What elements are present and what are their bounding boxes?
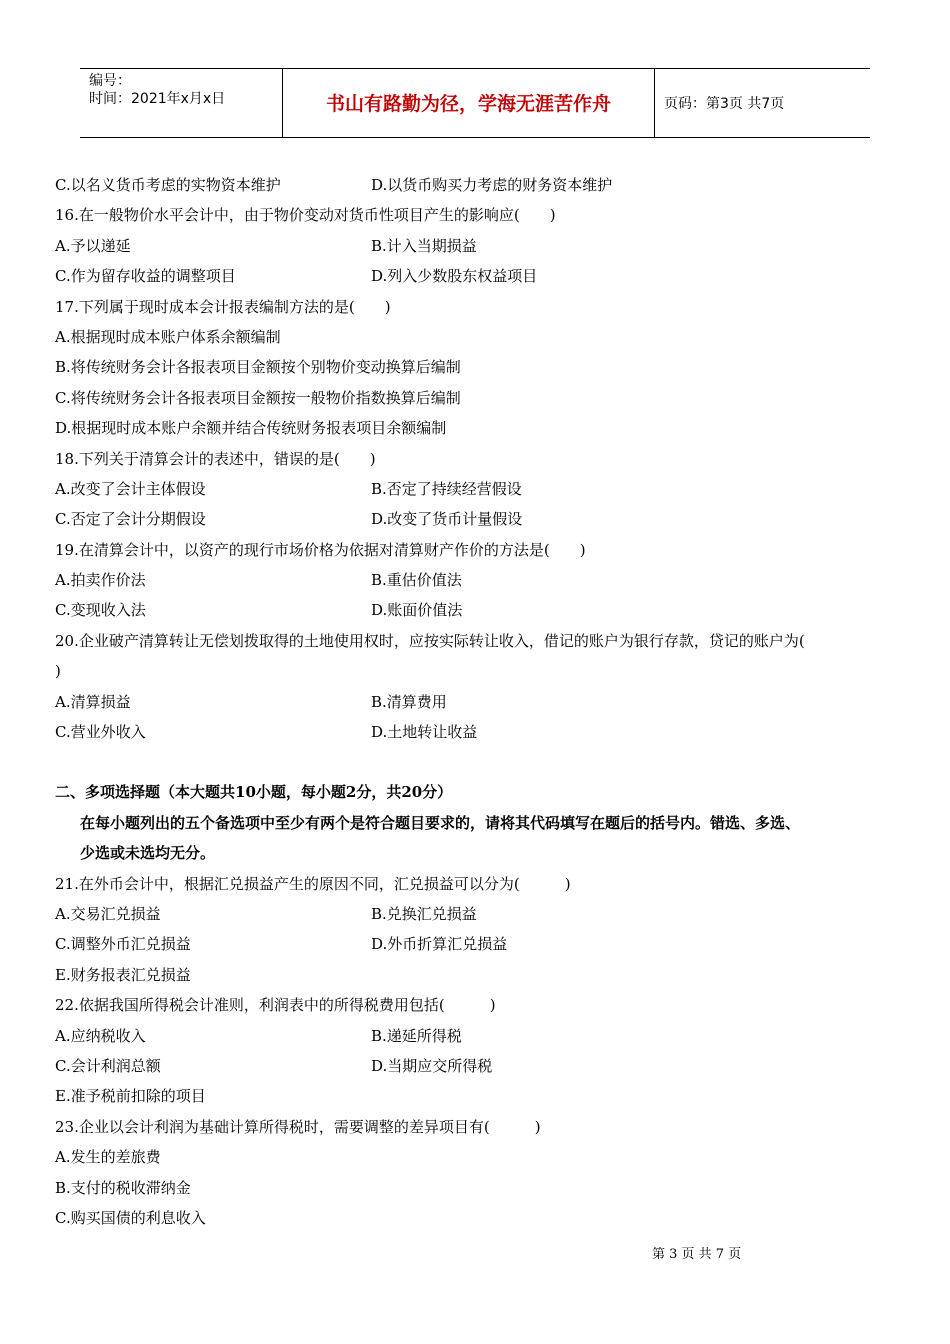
question-21-option-e: E.财务报表汇兑损益 xyxy=(55,965,191,984)
date-label: 时间：2021年x月x日 xyxy=(89,91,226,107)
page-footer: 第 3 页 共 7 页 xyxy=(652,1247,742,1262)
exam-content xyxy=(55,170,895,1233)
option-c: C.变现收入法 xyxy=(55,601,146,620)
question-17-option-b: B.将传统财务会计各报表项目金额按个别物价变动换算后编制 xyxy=(55,358,461,377)
option-a: A.清算损益 xyxy=(55,692,131,711)
option-a: A.交易汇兑损益 xyxy=(55,904,161,923)
section-2-title: 二、多项选择题（本大题共10小题，每小题2分，共20分） xyxy=(55,783,453,802)
question-19-stem: 19.在清算会计中，以资产的现行市场价格为依据对清算财产作价的方法是( ) xyxy=(55,540,586,559)
option-d: D.账面价值法 xyxy=(371,601,463,620)
question-19-options-cd xyxy=(55,595,895,625)
question-17-stem: 17.下列属于现时成本会计报表编制方法的是( ) xyxy=(55,297,391,316)
question-17-option-a: A.根据现时成本账户体系余额编制 xyxy=(55,327,281,346)
question-21-options-cd xyxy=(55,929,895,959)
option-c: C.作为留存收益的调整项目 xyxy=(55,267,236,286)
option-c: C.以名义货币考虑的实物资本维护 xyxy=(55,176,281,194)
emphasized-word: · · 错误 xyxy=(274,444,304,474)
option-b: B.计入当期损益 xyxy=(371,236,477,255)
question-22-options-cd xyxy=(55,1051,895,1081)
question-22-stem: 22.依据我国所得税会计准则，利润表中的所得税费用包括( ) xyxy=(55,996,496,1015)
option-a: A.拍卖作价法 xyxy=(55,571,146,590)
question-16-options-cd xyxy=(55,261,895,291)
question-22-options-ab xyxy=(55,1021,895,1051)
question-23-option-c: C.购买国债的利息收入 xyxy=(55,1208,206,1227)
header-right-cell xyxy=(655,69,870,137)
option-d: D.土地转让收益 xyxy=(371,723,478,742)
question-19-options-ab xyxy=(55,565,895,595)
question-16-stem: 16.在一般物价水平会计中，由于物价变动对货币性项目产生的影响应( ) xyxy=(55,206,556,225)
serial-label: 编号： xyxy=(89,73,131,89)
page-header xyxy=(80,68,870,138)
option-b: B.递延所得税 xyxy=(371,1026,462,1045)
option-c: C.会计利润总额 xyxy=(55,1056,161,1075)
section-spacer xyxy=(55,747,895,777)
option-d: D.列入少数股东权益项目 xyxy=(371,267,538,286)
option-a: A.予以递延 xyxy=(55,236,131,255)
question-21-stem: 21.在外币会计中，根据汇兑损益产生的原因不同，汇兑损益可以分为( ) xyxy=(55,874,571,893)
question-21-options-ab xyxy=(55,899,895,929)
question-16-options-ab xyxy=(55,231,895,261)
option-a: A.改变了会计主体假设 xyxy=(55,479,206,498)
option-b: B.重估价值法 xyxy=(371,571,462,590)
question-20-options-ab xyxy=(55,687,895,717)
question-17-option-c: C.将传统财务会计各报表项目金额按一般物价指数换算后编制 xyxy=(55,388,461,407)
header-left-cell xyxy=(80,69,283,137)
question-15-options-cd xyxy=(55,170,895,200)
page-info: 页码：第3页 共7页 xyxy=(664,96,785,112)
question-23-option-b: B.支付的税收滞纳金 xyxy=(55,1178,191,1197)
option-c: C.营业外收入 xyxy=(55,723,146,742)
option-a: A.应纳税收入 xyxy=(55,1026,146,1045)
option-c: C.否定了会计分期假设 xyxy=(55,510,206,529)
question-18-stem-pre: 18.下列关于清算会计的表述中， xyxy=(55,449,274,468)
question-22-option-e: E.准予税前扣除的项目 xyxy=(55,1087,206,1106)
question-23-stem: 23.企业以会计利润为基础计算所得税时，需要调整的差异项目有( ) xyxy=(55,1117,541,1136)
question-18-options-cd xyxy=(55,504,895,534)
option-c: C.调整外币汇兑损益 xyxy=(55,935,191,954)
question-20-stem-cont: ) xyxy=(55,662,61,681)
option-d: D.以货币购买力考虑的财务资本维护 xyxy=(371,176,613,194)
header-middle-cell xyxy=(283,69,655,137)
option-d: D.当期应交所得税 xyxy=(371,1056,493,1075)
question-23-option-a: A.发生的差旅费 xyxy=(55,1148,161,1167)
question-18-stem-post: 的是( ) xyxy=(303,449,376,468)
question-20-stem: 20.企业破产清算转让无偿划拨取得的土地使用权时，应按实际转让收入，借记的账户为银行存款，贷记的账户为( xyxy=(55,631,805,650)
question-17-option-d: D.根据现时成本账户余额并结合传统财务报表项目余额编制 xyxy=(55,419,447,438)
section-2-instructions-line-2: 少选或未选均无分。 xyxy=(80,844,216,863)
question-18-options-ab xyxy=(55,474,895,504)
option-d: D.改变了货币计量假设 xyxy=(371,510,523,529)
question-20-options-cd xyxy=(55,717,895,747)
option-d: D.外币折算汇兑损益 xyxy=(371,935,508,954)
question-18-stem xyxy=(55,444,895,474)
option-b: B.兑换汇兑损益 xyxy=(371,904,477,923)
option-b: B.否定了持续经营假设 xyxy=(371,479,522,498)
motto: 书山有路勤为径，学海无涯苦作舟 xyxy=(325,93,611,115)
option-b: B.清算费用 xyxy=(371,692,447,711)
section-2-instructions-line-1: 在每小题列出的五个备选项中至少有两个是符合题目要求的，请将其代码填写在题后的括号内。错选、多选、 xyxy=(80,813,801,832)
